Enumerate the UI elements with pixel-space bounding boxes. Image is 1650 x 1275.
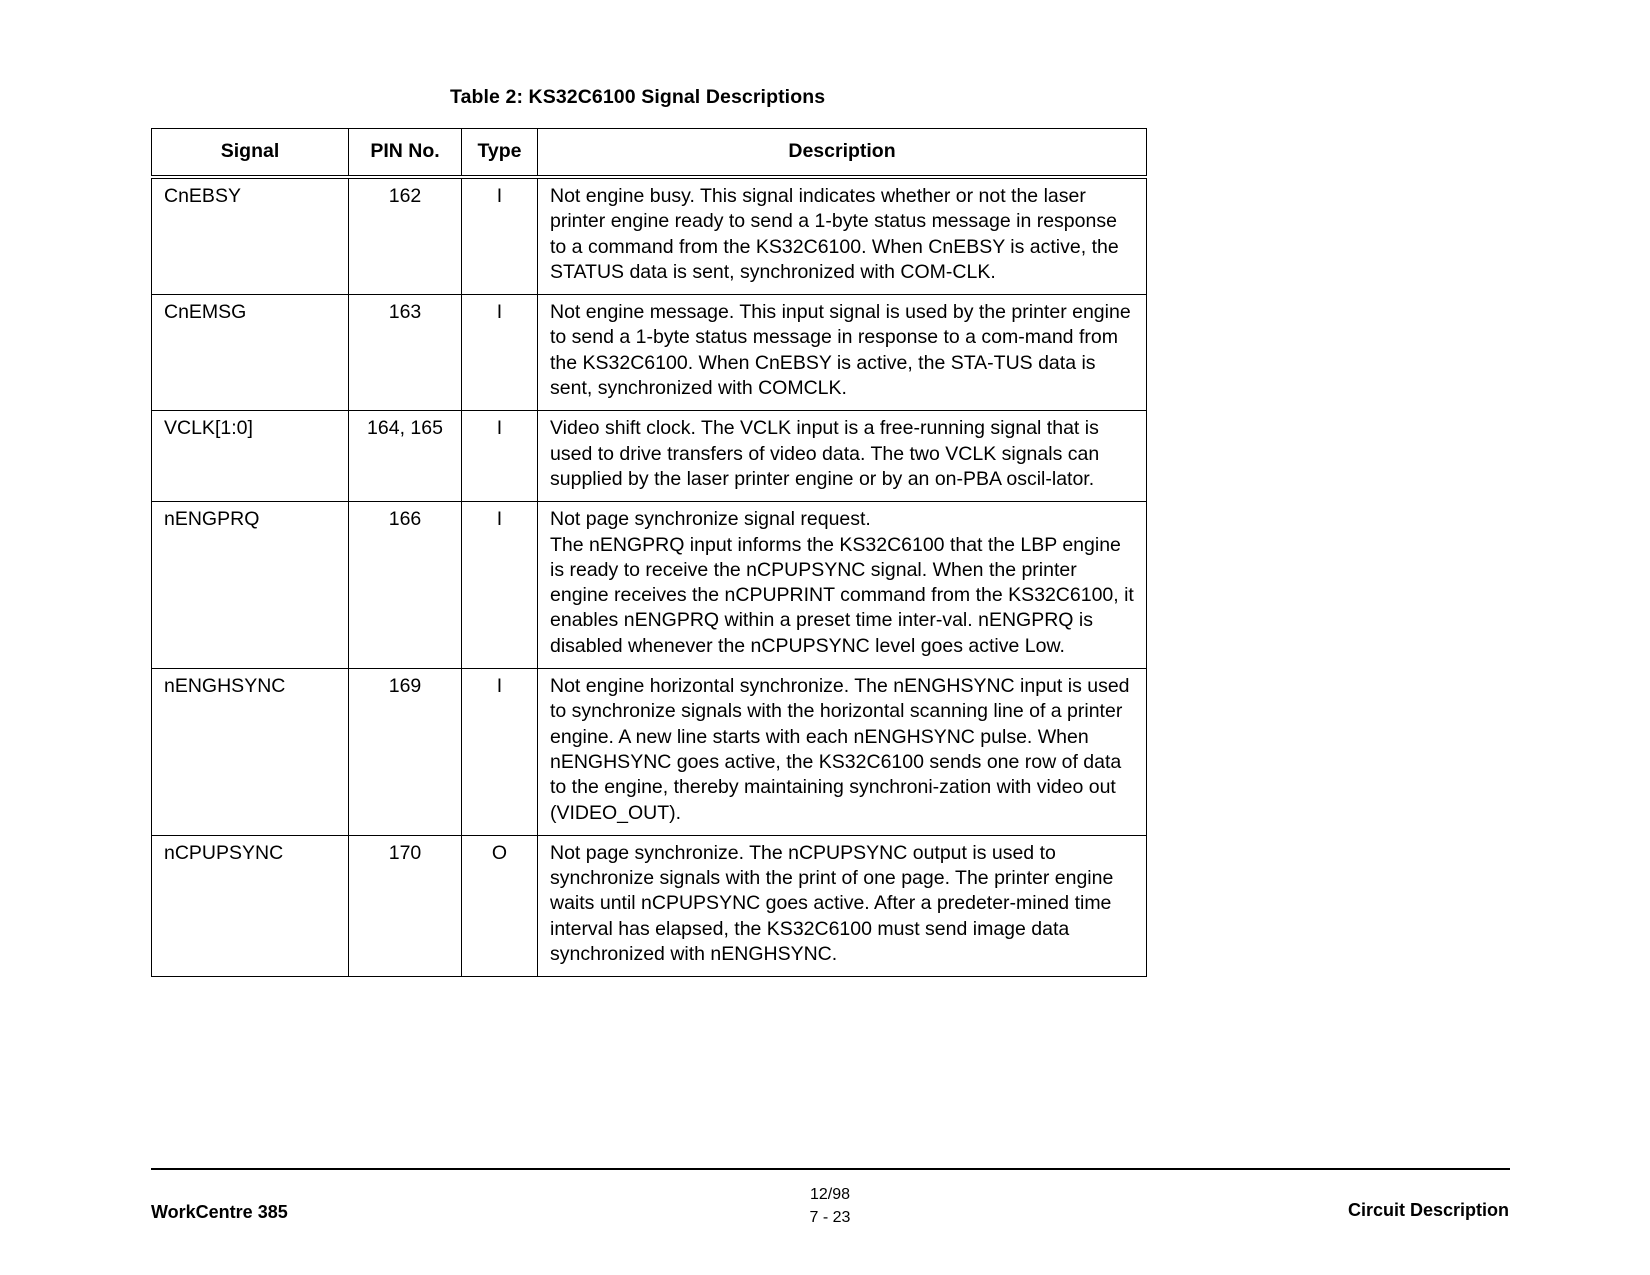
signal-cell: nENGHSYNC: [152, 669, 349, 836]
pin-cell: 163: [349, 295, 462, 411]
table-row: [152, 835, 1147, 976]
description-cell: Video shift clock. The VCLK input is a free-running signal that is used to drive transfers of video data. The two VCLK signals can supplied by the laser printer engine or by an on-PBA oscil-lator.: [538, 411, 1147, 502]
type-cell: I: [462, 669, 538, 836]
table-header-row: [152, 129, 1147, 178]
signal-cell: nCPUPSYNC: [152, 835, 349, 976]
description-cell: Not page synchronize. The nCPUPSYNC output is used to synchronize signals with the print of one page. The printer engine waits until nCPUPSYNC goes active. After a predeter-mined time interval has elapsed, the KS32C6100 must send image data synchronized with nENGHSYNC.: [538, 835, 1147, 976]
footer-product-name: WorkCentre 385: [151, 1202, 288, 1222]
table-row: [152, 177, 1147, 295]
pin-cell: 162: [349, 177, 462, 295]
type-cell: I: [462, 411, 538, 502]
signal-cell: VCLK[1:0]: [152, 411, 349, 502]
description-cell: Not page synchronize signal request. The nENGPRQ input informs the KS32C6100 that the LBP engine is ready to receive the nCPUPSYNC signal. When the printer engine receives the nCPUPRINT command from the KS32C6100, it enables nENGPRQ within a preset time inter-val. nENGPRQ is disabled whenever the nCPUPSYNC level goes active Low.: [538, 502, 1147, 669]
column-header-description: Description: [538, 129, 1147, 178]
description-cell: Not engine busy. This signal indicates whether or not the laser printer engine ready to send a 1-byte status message in response to a command from the KS32C6100. When CnEBSY is active, the STATUS data is sent, synchronized with COM-CLK.: [538, 177, 1147, 295]
table-title: Table 2: KS32C6100 Signal Descriptions: [450, 86, 826, 108]
table-row: [152, 502, 1147, 669]
footer-page-info: [780, 1183, 880, 1229]
type-cell: I: [462, 502, 538, 669]
table-row: [152, 669, 1147, 836]
pin-cell: 166: [349, 502, 462, 669]
type-cell: I: [462, 295, 538, 411]
signal-cell: nENGPRQ: [152, 502, 349, 669]
pin-cell: 170: [349, 835, 462, 976]
pin-cell: 169: [349, 669, 462, 836]
table-row: [152, 411, 1147, 502]
column-header-signal: Signal: [152, 129, 349, 178]
footer-page-number: 7 - 23: [809, 1209, 851, 1226]
description-cell: Not engine message. This input signal is used by the printer engine to send a 1-byte status message in response to a com-mand from the KS32C6100. When CnEBSY is active, the STA-TUS data is sent, synchronized with COMCLK.: [538, 295, 1147, 411]
signal-cell: CnEMSG: [152, 295, 349, 411]
column-header-pin: PIN No.: [349, 129, 462, 178]
type-cell: O: [462, 835, 538, 976]
table-row: [152, 295, 1147, 411]
description-cell: Not engine horizontal synchronize. The nENGHSYNC input is used to synchronize signals with the horizontal scanning line of a printer engine. A new line starts with each nENGHSYNC pulse. When nENGHSYNC goes active, the KS32C6100 sends one row of data to the engine, thereby maintaining synchroni-zation with video out (VIDEO_OUT).: [538, 669, 1147, 836]
footer-divider: [151, 1168, 1510, 1170]
signal-table: [151, 128, 1147, 977]
footer-section-name: Circuit Description: [1347, 1200, 1509, 1220]
column-header-type: Type: [462, 129, 538, 178]
type-cell: I: [462, 177, 538, 295]
signal-cell: CnEBSY: [152, 177, 349, 295]
pin-cell: 164, 165: [349, 411, 462, 502]
footer-date: 12/98: [809, 1186, 851, 1203]
